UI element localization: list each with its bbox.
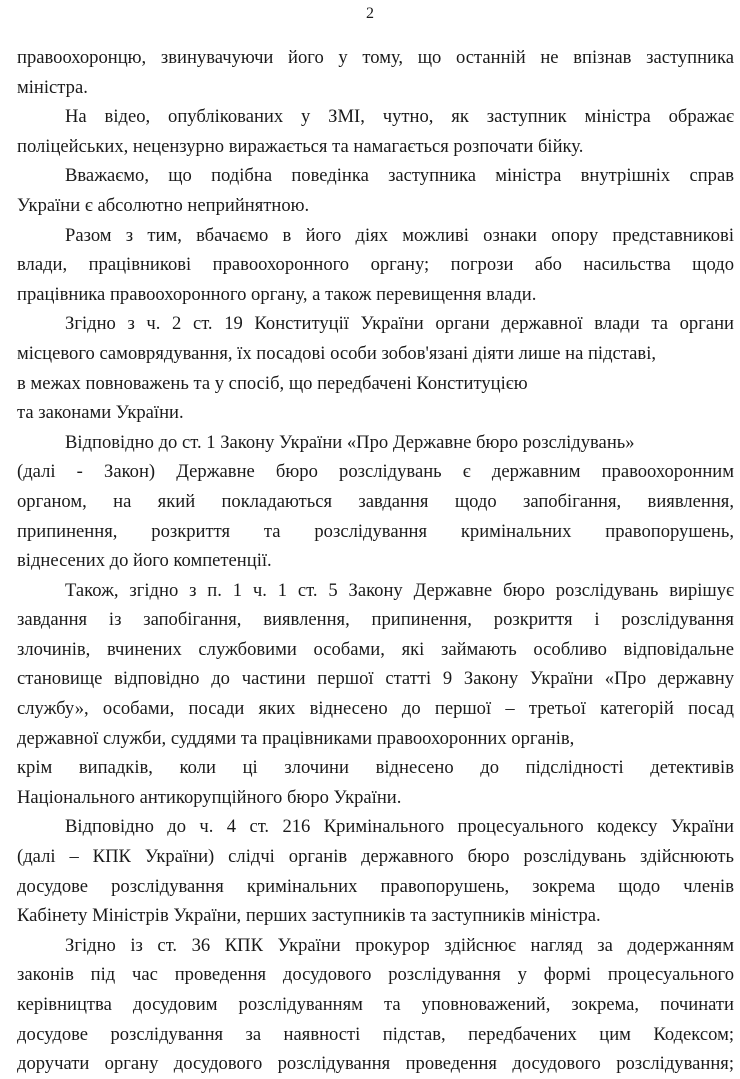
text-line	[17, 339, 734, 369]
text-line	[17, 457, 734, 487]
line-text: становище відповідно до частини першої статті 9 Закону України «Про державну	[17, 668, 734, 690]
line-text: досудове розслідування кримінальних правопорушень, зокрема щодо членів	[17, 875, 734, 897]
text-line	[17, 73, 734, 103]
line-text: та законами України.	[17, 402, 184, 424]
text-line	[17, 960, 734, 990]
text-line	[17, 43, 734, 73]
line-text: України є абсолютно неприйнятною.	[17, 194, 310, 216]
line-text: Згідно з ч. 2 ст. 19 Конституції України органи державної влади та органи	[65, 313, 734, 335]
text-line	[17, 309, 734, 339]
line-text: віднесених до його компетенції.	[17, 550, 272, 572]
page-number: 2	[366, 5, 374, 22]
line-text: Відповідно до ст. 1 Закону України «Про Державне бюро розслідувань»	[65, 431, 635, 453]
text-line	[17, 428, 734, 458]
text-line	[17, 812, 734, 842]
line-text: припинення, розкриття та розслідування кримінальних правопорушень,	[17, 520, 734, 542]
text-line	[17, 694, 734, 724]
text-line	[17, 191, 734, 221]
line-text: На відео, опублікованих у ЗМІ, чутно, як заступник міністра ображає	[65, 106, 734, 128]
line-text: Разом з тим, вбачаємо в його діях можливі ознаки опору представникові	[65, 224, 734, 246]
text-line	[17, 132, 734, 162]
line-text: Кабінету Міністрів України, перших заступників та заступників міністра.	[17, 905, 601, 927]
text-line	[17, 487, 734, 517]
line-text: державної служби, суддями та працівниками правоохоронних органів,	[17, 727, 575, 749]
line-text: міністра.	[17, 76, 88, 98]
text-line	[17, 369, 734, 399]
text-line	[17, 724, 734, 754]
text-line	[17, 605, 734, 635]
line-text: злочинів, вчинених службовими особами, які займають особливо відповідальне	[17, 638, 734, 660]
line-text: (далі - Закон) Державне бюро розслідувань є державним правоохоронним	[17, 461, 734, 483]
line-text: (далі – КПК України) слідчі органів державного бюро розслідувань здійснюють	[17, 846, 734, 868]
text-line	[17, 161, 734, 191]
line-text: працівника правоохоронного органу, а також перевищення влади.	[17, 283, 537, 305]
text-line	[17, 990, 734, 1020]
line-text: законів під час проведення досудового розслідування у формі процесуального	[17, 964, 734, 986]
line-text: керівництва досудовим розслідуванням та уповноважений, зокрема, починати	[17, 994, 734, 1015]
text-line	[17, 901, 734, 931]
text-line	[17, 398, 734, 428]
line-text: досудове розслідування за наявності підстав, передбачених цим Кодексом;	[17, 1023, 734, 1045]
line-text: Вважаємо, що подібна поведінка заступника міністра внутрішніх справ	[65, 165, 734, 187]
text-line	[17, 221, 734, 251]
text-line	[17, 872, 734, 902]
text-line	[17, 280, 734, 310]
text-line	[17, 931, 734, 961]
line-text: службу», особами, посади яких віднесено до першої – третьої категорій посад	[17, 698, 734, 720]
text-line	[17, 753, 734, 783]
line-text: Національного антикорупційного бюро України.	[17, 786, 402, 808]
text-line	[17, 1049, 734, 1079]
line-text: завдання із запобігання, виявлення, припинення, розкриття і розслідування	[17, 609, 734, 631]
line-text: Відповідно до ч. 4 ст. 216 Кримінального процесуального кодексу України	[65, 816, 734, 838]
document-body	[17, 43, 734, 1079]
line-text: крім випадків, коли ці злочини віднесено до підслідності детективів	[17, 757, 734, 779]
line-text: влади, працівникові правоохоронного органу; погрози або насильства щодо	[17, 254, 734, 276]
line-text: доручати органу досудового розслідування проведення досудового розслідування;	[17, 1053, 734, 1075]
text-line	[17, 842, 734, 872]
text-line	[17, 783, 734, 813]
line-text: Згідно із ст. 36 КПК України прокурор здійснює нагляд за додержанням	[65, 934, 734, 956]
line-text: місцевого самоврядування, їх посадові особи зобов'язані діяти лише на підставі,	[17, 342, 657, 364]
line-text: в межах повноважень та у спосіб, що передбачені Конституцією	[17, 372, 528, 394]
line-text: правоохоронцю, звинувачуючи його у тому, що останній не впізнав заступника	[17, 47, 734, 68]
line-text: органом, на який покладаються завдання щодо запобігання, виявлення,	[17, 490, 734, 512]
text-line	[17, 664, 734, 694]
text-line	[17, 517, 734, 547]
text-line	[17, 250, 734, 280]
text-line	[17, 102, 734, 132]
text-line	[17, 635, 734, 665]
line-text: поліцейських, нецензурно виражається та намагається розпочати бійку.	[17, 135, 584, 157]
text-line	[17, 1020, 734, 1050]
line-text: Також, згідно з п. 1 ч. 1 ст. 5 Закону Державне бюро розслідувань вирішує	[65, 579, 734, 601]
text-line	[17, 546, 734, 576]
text-line	[17, 576, 734, 606]
